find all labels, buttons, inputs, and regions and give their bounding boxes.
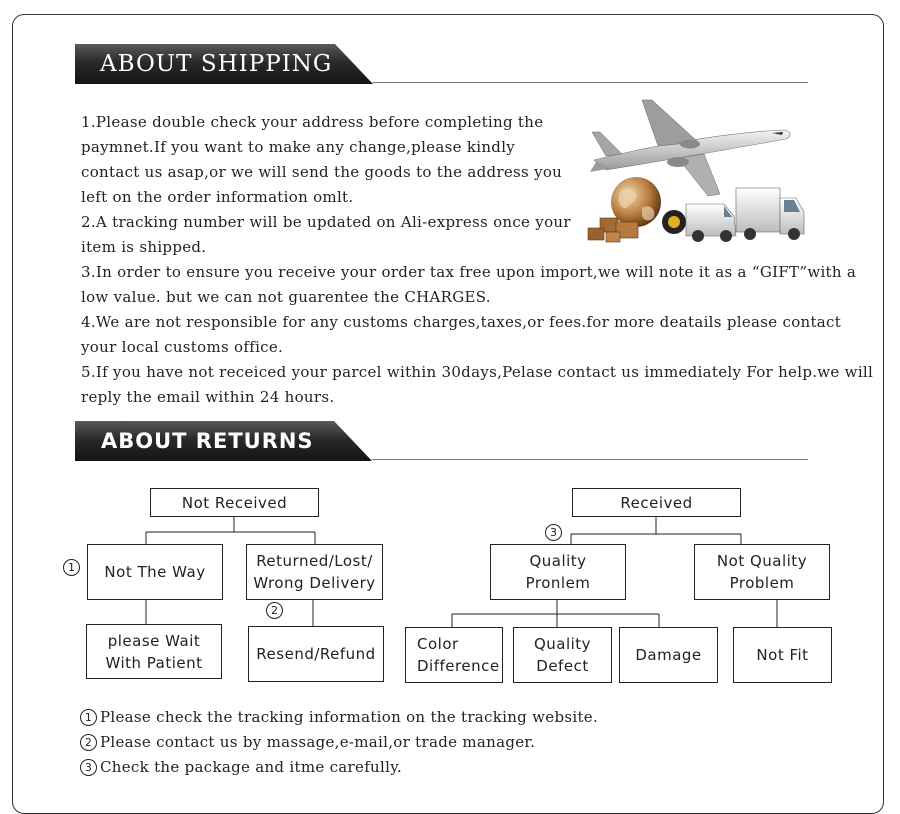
returns-notes (80, 705, 598, 780)
damage-box: Damage (619, 627, 718, 683)
shipping-point-2: 2.A tracking number will be updated on Ali-express once your item is shipped. (81, 213, 571, 256)
marker-1: 1 (63, 559, 80, 576)
marker-3: 3 (545, 524, 562, 541)
returned-lost-wrong-delivery-box: Returned/Lost/ Wrong Delivery (246, 544, 383, 600)
not-the-way-box: Not The Way (87, 544, 223, 600)
note-text: Please contact us by massage,e-mail,or trade manager. (100, 733, 536, 751)
quality-problem-box: Quality Pronlem (490, 544, 626, 600)
shipping-heading: ABOUT SHIPPING (100, 51, 333, 77)
shipping-point-3: 3.In order to ensure you receive your order tax free upon import,we will note it as a “GIFT”with a low value. but we can not guarentee the CHARGES. (81, 263, 857, 306)
color-difference-box: Color Difference (405, 627, 503, 683)
shipping-point-1: 1.Please double check your address before completing the paymnet.If you want to make any change,please kindly contact us asap,or we will send the goods to the address you left on the order information omlt. (81, 113, 563, 206)
connector-not-received (146, 516, 315, 544)
note-number: 3 (80, 759, 97, 776)
shipping-point-5: 5.If you have not receiced your parcel within 30days,Pelase contact us immediately For help.we will reply the email within 24 hours. (81, 363, 874, 406)
not-fit-box: Not Fit (733, 627, 832, 683)
received-box: Received (572, 488, 741, 517)
note-row (80, 705, 598, 730)
marker-2: 2 (266, 602, 283, 619)
note-row (80, 755, 598, 780)
note-text: Check the package and itme carefully. (100, 758, 403, 776)
not-received-box: Not Received (150, 488, 319, 517)
note-row (80, 730, 598, 755)
resend-refund-box: Resend/Refund (248, 626, 384, 682)
please-wait-box: please Wait With Patient (86, 624, 222, 679)
note-text: Please check the tracking information on the tracking website. (100, 708, 599, 726)
note-number: 2 (80, 734, 97, 751)
shipping-point-4: 4.We are not responsible for any customs charges,taxes,or fees.for more deatails please contact your local customs office. (81, 313, 842, 356)
note-number: 1 (80, 709, 97, 726)
quality-defect-box: Quality Defect (513, 627, 612, 683)
not-quality-problem-box: Not Quality Problem (694, 544, 830, 600)
returns-heading: ABOUT RETURNS (101, 429, 314, 453)
connector-received (571, 516, 741, 544)
connector-quality-problem (452, 600, 659, 627)
